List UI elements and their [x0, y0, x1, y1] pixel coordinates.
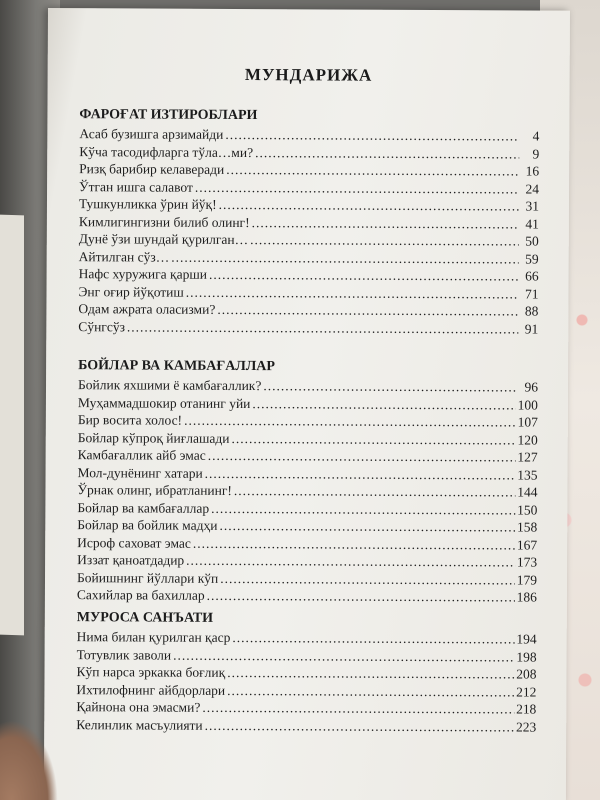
toc-entry-title: Камбағаллик айб эмас	[77, 447, 206, 463]
toc-entry-page-number: 16	[525, 163, 540, 179]
dot-leader	[231, 429, 515, 448]
dot-leader	[184, 412, 516, 431]
toc-section-2	[77, 356, 538, 606]
dot-leader	[205, 716, 514, 735]
toc-entry-title: Тотувлик заволи	[76, 646, 172, 663]
toc-entry-page-number: 173	[516, 554, 538, 570]
dot-leader	[252, 395, 515, 414]
toc-entry-page-number: 223	[515, 718, 537, 735]
toc-entry-page-number: 186	[516, 589, 537, 605]
toc-entry-page-number: 107	[517, 414, 538, 430]
toc-entry-page-number: 179	[516, 571, 538, 588]
toc-entry-title: Муҳаммадшокир отанинг уйи	[77, 394, 251, 411]
toc-section-3	[76, 608, 537, 735]
toc-entry-title: Кўп нарса эркакка боғлиқ	[76, 664, 226, 680]
toc-entry-title: Исроф саховат эмас	[77, 534, 191, 551]
dot-leader	[263, 377, 518, 396]
toc-entry-title: Бойлар кўпроқ йиғлашади	[77, 429, 230, 446]
toc-entry-title: Бир восита холос!	[77, 412, 183, 428]
dot-leader	[205, 464, 516, 483]
toc-entry-page-number: 100	[517, 396, 538, 413]
toc-entry-page-number: 127	[517, 449, 538, 465]
dot-leader	[173, 646, 514, 665]
toc-entry-title: Тушкунликка ўрин йўқ!	[78, 196, 217, 212]
dot-leader	[227, 681, 514, 700]
dot-leader	[219, 196, 519, 215]
toc-entry-title: Ризқ барибир келаверади	[79, 161, 225, 177]
dot-leader	[227, 664, 514, 683]
dot-leader	[211, 499, 515, 518]
toc-entry-page-number: 208	[516, 666, 537, 682]
toc-entry-page-number: 91	[524, 321, 539, 337]
toc-entry-title: Мол-дунёнинг хатари	[77, 464, 203, 481]
toc-entry-page-number: 66	[525, 268, 539, 284]
dot-leader	[220, 569, 515, 588]
toc-entry-title: Энг оғир йўқотиш	[78, 283, 184, 300]
dot-leader	[225, 126, 519, 145]
toc-entry-title: Ўтган ишга салавот	[79, 178, 193, 195]
toc-entry-title: Бойлар ва бойлик мадҳи	[77, 517, 218, 533]
dot-leader	[232, 629, 514, 648]
toc-entry-title: Одам ажрата оласизми?	[78, 301, 216, 317]
toc-entry-page-number: 71	[524, 286, 539, 302]
toc-entry	[76, 716, 536, 736]
toc-entry-page-number: 59	[525, 251, 539, 267]
dot-leader	[226, 161, 519, 180]
toc-entry-page-number: 31	[525, 198, 540, 214]
toc-list	[77, 376, 538, 606]
dot-leader	[208, 447, 516, 466]
toc-entry	[78, 318, 538, 338]
toc-entry-page-number: 24	[525, 181, 540, 197]
thumb	[0, 720, 58, 800]
dot-leader	[186, 283, 519, 302]
toc-entry-page-number: 135	[517, 466, 538, 483]
toc-entry-title: Ўрнак олинг, ибратланинг!	[77, 482, 232, 498]
toc-entry-title: Сахийлар ва бахиллар	[76, 587, 205, 603]
toc-entry-title: Кимлигингизни билиб олинг!	[78, 213, 250, 230]
toc-entry-title: Иззат қаноатдадир	[77, 552, 185, 568]
toc-entry-page-number: 167	[516, 536, 538, 553]
toc-entry-title: Сўнгсўз	[78, 318, 125, 334]
dot-leader	[209, 266, 519, 285]
toc-entry-page-number: 96	[524, 379, 539, 395]
section-title: МУРОСА САНЪАТИ	[76, 610, 214, 626]
dot-leader	[171, 248, 519, 267]
toc-entry-title: Бойлар ва камбағаллар	[77, 499, 210, 516]
page-title: МУНДАРИЖА	[244, 65, 373, 85]
toc-entry-title: Келинлик масъулияти	[76, 716, 203, 733]
toc-section-1	[78, 105, 539, 337]
toc-list	[78, 125, 539, 337]
dot-leader	[202, 699, 514, 718]
toc-entry-page-number: 4	[532, 128, 540, 144]
toc-entry-title: Нафс хуружига қарши	[78, 266, 208, 282]
toc-entry-page-number: 41	[525, 216, 539, 232]
toc-entry-page-number: 194	[516, 631, 537, 647]
toc-entry-title: Асаб бузишга арзимайди	[79, 126, 224, 142]
toc-entry-title: Ихтилофнинг айбдорлари	[76, 681, 226, 698]
toc-entry-page-number: 218	[516, 701, 537, 717]
dot-leader	[195, 178, 519, 197]
toc-entry-page-number: 212	[516, 683, 537, 700]
toc-entry-page-number: 50	[525, 233, 539, 249]
toc-entry-title: Дунё ўзи шундай қурилган…	[78, 231, 249, 248]
section-title: БОЙЛАР ВА КАМБАҒАЛЛАР	[78, 358, 275, 375]
dot-leader	[193, 534, 515, 553]
dot-leader	[234, 482, 515, 501]
toc-entry-title: Бойлик яхшими ё камбағаллик?	[77, 377, 262, 394]
dot-leader	[219, 517, 515, 536]
toc-entry-page-number: 120	[517, 431, 538, 448]
section-title: ФАРОҒАТ ИЗТИРОБЛАРИ	[79, 107, 258, 124]
book-page	[44, 8, 570, 800]
toc-entry-page-number: 198	[516, 648, 537, 665]
toc-list	[76, 628, 537, 735]
dot-leader	[252, 214, 519, 233]
dot-leader	[207, 587, 515, 606]
toc-entry	[77, 586, 537, 606]
toc-entry-page-number: 9	[532, 146, 540, 162]
dot-leader	[255, 144, 519, 163]
toc-entry-title: Бойишнинг йўллари кўп	[76, 569, 219, 586]
toc-entry-title: Қайнона она эмасми?	[76, 699, 201, 715]
dot-leader	[217, 301, 518, 320]
toc-entry-page-number: 88	[524, 303, 539, 319]
toc-entry-page-number: 144	[517, 484, 538, 500]
toc-entry-title: Кўча тасодифларга тўла…ми?	[79, 143, 254, 160]
adjacent-page-edge	[0, 215, 24, 636]
toc-entry-title: Айтилган сўз…	[78, 248, 170, 265]
dot-leader	[250, 231, 519, 250]
dot-leader	[127, 318, 518, 338]
dot-leader	[186, 552, 515, 571]
toc-entry-page-number: 158	[516, 519, 538, 535]
toc-entry-page-number: 150	[517, 501, 538, 518]
toc-entry-title: Нима билан қурилган қаср	[76, 629, 231, 645]
